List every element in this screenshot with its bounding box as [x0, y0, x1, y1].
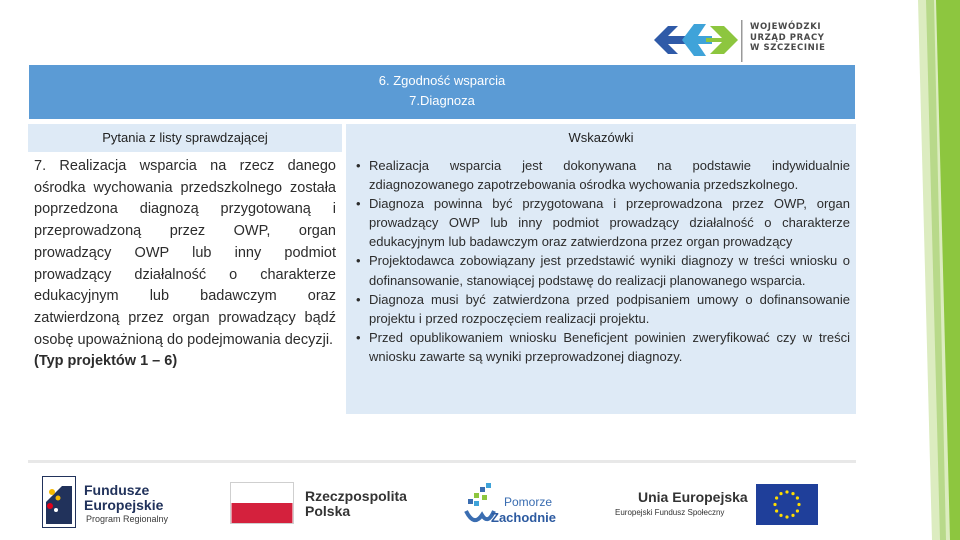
side-stripes-decoration [902, 0, 960, 540]
fe-program-label: Program Regionalny [86, 514, 169, 524]
hints-cell [346, 152, 856, 414]
fundusze-europejskie-icon [42, 476, 76, 528]
question-text [34, 156, 336, 373]
section-subtitle: 7.Diagnoza [409, 93, 475, 108]
hint-item [356, 328, 850, 366]
hint-item [356, 194, 850, 251]
zachodnie-label: Zachodnie [491, 510, 557, 525]
bullet-icon: • [356, 291, 361, 307]
bullet-icon: • [356, 196, 361, 212]
footer-divider [28, 460, 856, 463]
wup-logo-line-3: W SZCZECINIE [750, 43, 826, 53]
fe-name-line-2: Europejskie [84, 497, 164, 513]
fundusze-europejskie-name [84, 483, 163, 513]
rzeczpospolita-name [305, 489, 407, 519]
column-header-questions: Pytania z listy sprawdzającej [28, 124, 342, 152]
question-body: 7. Realizacja wsparcia na rzecz danego ośrodka wychowania przedszkolnego została poprzedzona diagnozą przygotowaną i przeprowadzoną przez OWP, organ prowadzący OWP lub inny podmiot prowadzący działalność o charakterze edukacyjnym lub badawczym oraz zatwierdzoną przez organ prowadzący bądź osobę upoważnioną do podejmowania decyzji. [34, 158, 336, 348]
wup-logo-text [750, 22, 826, 54]
hint-item [356, 290, 850, 328]
poland-flag-icon [230, 482, 294, 524]
pomorze-label: Pomorze [504, 495, 553, 509]
unia-europejska-name: Unia Europejska [638, 489, 748, 505]
bullet-icon: • [356, 329, 361, 345]
rp-line-1: Rzeczpospolita [305, 488, 407, 504]
wup-logo-line-1: WOJEWÓDZKI [750, 22, 822, 32]
eu-flag-icon [756, 484, 818, 525]
hint-text: Realizacja wsparcia jest dokonywana na podstawie indywidualnie zdiagnozowanego zapotrzebowania ośrodka wychowania przedszkolnego. [369, 158, 850, 193]
hint-item [356, 251, 850, 289]
fe-name-line-1: Fundusze [84, 482, 150, 498]
hint-text: Projektodawca zobowiązany jest przedstawić wyniki diagnozy w treści wniosku o dofinansowanie, stanowiącej podstawę do realizacji planowanego wsparcia. [369, 253, 850, 288]
hint-text: Diagnoza musi być zatwierdzona przed podpisaniem umowy o dofinansowanie projektu i przed rozpoczęciem realizacji projektu. [369, 291, 850, 326]
bullet-icon: • [356, 158, 361, 173]
question-cell [28, 152, 342, 414]
hints-list [356, 156, 850, 366]
section-title-band [28, 64, 856, 120]
wup-logo-line-2: URZĄD PRACY [750, 32, 825, 43]
bullet-icon: • [356, 253, 361, 269]
hint-text: Diagnoza powinna być przygotowana i przeprowadzona przez OWP, organ prowadzący OWP lub inny podmiot prowadzący działalność o charakterze edukacyjnym lub badawczym oraz zatwierdzona przez organ prowadzący [369, 196, 850, 250]
efs-label: Europejski Fundusz Społeczny [615, 508, 725, 517]
section-title: 6. Zgodność wsparcia [378, 73, 506, 88]
question-project-types: (Typ projektów 1 – 6) [34, 353, 178, 370]
column-header-hints: Wskazówki [346, 124, 856, 152]
hint-text: Przed opublikowaniem wniosku Beneficjent powinien zweryfikować czy w treści wniosku zawarte są wyniki przeprowadzonej diagnozy. [369, 329, 850, 364]
rp-line-2: Polska [305, 503, 351, 519]
hint-item [356, 156, 850, 194]
